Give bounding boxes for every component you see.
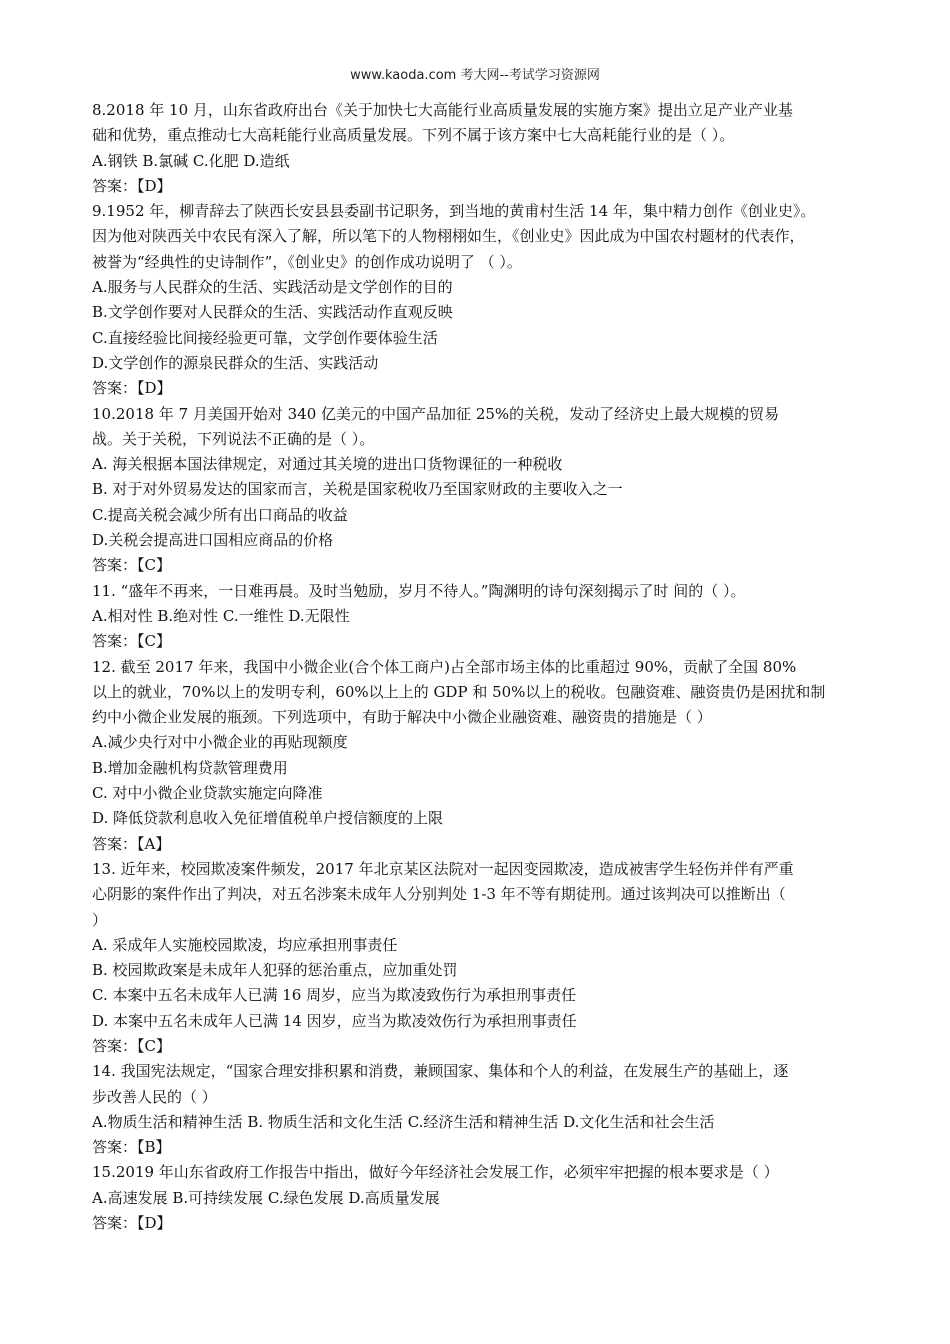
text-line: 被誉为“经典性的史诗制作”，《创业史》的创作成功说明了 （ ）。 [92, 252, 522, 271]
text-line: 约中小微企业发展的瓶颈。下列选项中，有助于解决中小微企业融资难、融资贵的措施是（ ） [92, 708, 712, 727]
text-line: D.关税会提高进口国相应商品的价格 [92, 531, 334, 550]
text-line: 12. 截至 2017 年来，我国中小微企业(合个体工商户)占全部市场主体的比重超过 90%，贡献了全国 80% [92, 657, 797, 676]
text-line: A.高速发展 B.可持续发展 C.绿色发展 D.高质量发展 [92, 1188, 440, 1207]
text-line: B.增加金融机构贷款管理费用 [92, 758, 288, 777]
text-line: 础和优势，重点推动七大高耗能行业高质量发展。下列不属于该方案中七大高耗能行业的是（ ）。 [92, 126, 735, 145]
text-line: B. 校园欺政案是未成年人犯驿的惩治重点，应加重处罚 [92, 961, 458, 980]
text-line: D. 降低贷款利息收入免征增值税单户授信额度的上限 [92, 809, 444, 828]
text-line: 11. “盛年不再来，一日难再晨。及时当勉励，岁月不待人。”陶渊明的诗句深刻揭示了时 间的（ ）。 [92, 581, 746, 600]
text-line: 8.2018 年 10 月，山东省政府出台《关于加快七大高能行业高质量发展的实施方案》提出立足产业产业基 [92, 101, 793, 119]
text-line: B. 对于对外贸易发达的国家而言，关税是国家税收乃至国家财政的主要收入之一 [92, 480, 623, 499]
text-line: C.直接经验比间接经验更可靠，文学创作要体验生活 [92, 328, 438, 347]
text-line: C. 对中小微企业贷款实施定向降准 [92, 784, 323, 803]
text-line: 10.2018 年 7 月美国开始对 340 亿美元的中国产品加征 25%的关税，发动了经济史上最大规模的贸易 [92, 404, 780, 423]
text-line: C.提高关税会减少所有出口商品的收益 [92, 505, 348, 524]
text-line: 心阴影的案件作出了判决，对五名涉案未成年人分别判处 1-3 年不等有期徒刑。通过该判决可以推断出（ [92, 885, 786, 904]
answer-line: 答案：【D】 [92, 1214, 172, 1233]
answer-line: 答案：【C】 [92, 632, 171, 651]
answer-line: 答案：【C】 [92, 556, 171, 575]
text-line: A. 海关根据本国法律规定，对通过其关境的进出口货物课征的一种税收 [92, 455, 563, 474]
text-line: D.文学创作的源泉民群众的生活、实践活动 [92, 353, 379, 372]
text-line: 战。关于关税，下列说法不正确的是（ ）。 [92, 429, 375, 448]
text-line: A.相对性 B.绝对性 C.一维性 D.无限性 [92, 606, 350, 625]
answer-line: 答案：【B】 [92, 1138, 171, 1157]
text-line: A.减少央行对中小微企业的再贴现额度 [92, 733, 348, 752]
text-line: ） [92, 910, 108, 929]
answer-line: 答案：【D】 [92, 176, 172, 195]
text-line: C. 本案中五名未成年人已满 16 周岁，应当为欺凌致伤行为承担刑事责任 [92, 986, 577, 1005]
text-line: 步改善人民的（ ） [92, 1087, 217, 1106]
text-line: D. 本案中五名未成年人已满 14 因岁，应当为欺凌效伤行为承担刑事责任 [92, 1011, 577, 1030]
answer-line: 答案：【D】 [92, 379, 172, 398]
text-line: A.服务与人民群众的生活、实践活动是文学创作的目的 [92, 278, 453, 297]
text-line: 15.2019 年山东省政府工作报告中指出，做好今年经济社会发展工作，必须牢牢把握的根本要求是（ ） [92, 1163, 779, 1182]
text-line: 9.1952 年，柳青辞去了陕西长安县县委副书记职务，到当地的黄甫村生活 14 年，集中精力创作《创业史》。 [92, 202, 816, 221]
page-header: www.kaoda.com 考大网--考试学习资源网 [350, 68, 600, 83]
text-line: 以上的就业，70%以上的发明专利，60%以上上的 GDP 和 50%以上的税收。包融资难、融资贵仍是困扰和制 [92, 682, 826, 701]
text-line: 13. 近年来，校园欺凌案件频发，2017 年北京某区法院对一起因变园欺凌，造成被害学生轻伤并伴有严重 [92, 859, 794, 878]
answer-line: 答案：【C】 [92, 1036, 171, 1055]
text-line: A.钢铁 B.氯碱 C.化肥 D.造纸 [92, 151, 290, 170]
text-line: 因为他对陕西关中农民有深入了解，所以笔下的人物栩栩如生，《创业史》因此成为中国农村题材的代表作， [92, 227, 805, 246]
text-line: 14. 我国宪法规定，“国家合理安排积累和消费，兼顾国家、集体和个人的利益，在发展生产的基础上，逐 [92, 1062, 789, 1081]
document-body [92, 98, 862, 1236]
text-line: A.物质生活和精神生活 B. 物质生活和文化生活 C.经济生活和精神生活 D.文化生活和社会生活 [92, 1112, 715, 1131]
answer-line: 答案：【A】 [92, 834, 171, 853]
text-line: B.文学创作要对人民群众的生活、实践活动作直观反映 [92, 303, 453, 322]
text-line: A. 采成年人实施校园欺凌，均应承担刑事责任 [92, 935, 398, 954]
